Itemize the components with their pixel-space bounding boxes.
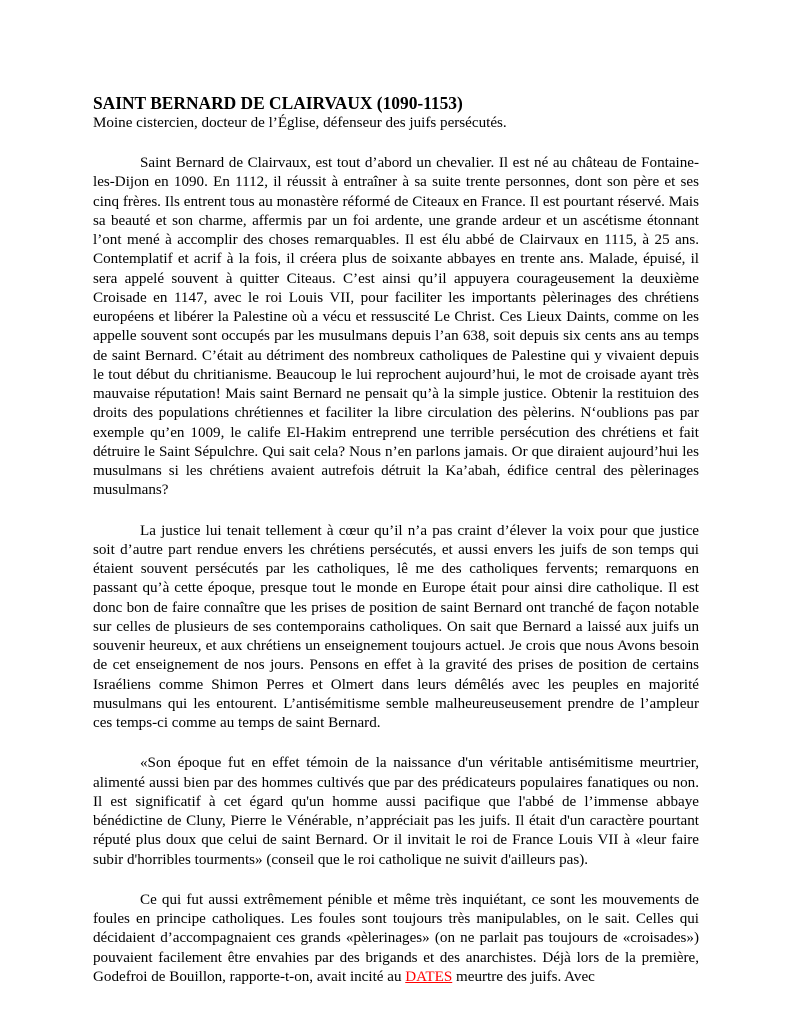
paragraph-4-text-before: Ce qui fut aussi extrêmement pénible et même très inquiétant, ce sont les mouvements de foules en principe catholiques. Les foules sont toujours très manipulables, on le sait. Celles qui décidaient d’accompagnaient ces grands «pèlerinages» (on ne parlait pas toujours de «croisades») pouvaient facilement être envahies par des brigands et des anarchistes. Déjà lors de la première, Godefroi de Bouillon, rapporte-t-on, avait incité au: [93, 891, 699, 985]
dates-link[interactable]: DATES: [405, 968, 453, 985]
paragraph-2: La justice lui tenait tellement à cœur qu’il n’a pas craint d’élever la voix pour que justice soit d’autre part rendue envers les chrétiens persécutés, et aussi envers les juifs de son temps qui étaient souvent persécutés par les catholiques, lê me des catholiques fervents; remarquons en passant qu’à cette époque, presque tout le monde en Europe était pour ainsi dire catholique. Il est donc bon de faire connaître que les prises de position de saint Bernard ont tranché de façon notable sur celles de plusieurs de ses contemporains catholiques. On sait que Bernard a laissé aux juifs un souvenir heureux, et aux chrétiens un enseignement toujours actuel. Je crois que nous Avons besoin de cet enseignement de nos jours. Pensons en effet à la gravité des prises de position de certains Israéliens comme Shimon Perres et Olmert dans leurs démêlés avec les peuples en majorité musulmans qui les entourent. L’antisémitisme semble malheureuseusement prendre de l’ampleur ces temps-ci comme au temps de saint Bernard.: [93, 522, 699, 731]
document-subtitle: Moine cistercien, docteur de l’Église, défenseur des juifs persécutés.: [93, 115, 507, 131]
paragraph-1: Saint Bernard de Clairvaux, est tout d’abord un chevalier. Il est né au château de Fontaine-les-Dijon en 1090. En 1112, il réussit à entraîner à sa suite trente personnes, dont son père et ses cinq frères. Ils entrent tous au monastère réformé de Citeaux en France. Il est pourtant réservé. Mais sa beauté et son charme, affermis par un foi ardente, une grande ardeur et un ascétisme étonnant l’ont mené à accomplir des choses remarquables. Il est élu abbé de Clairvaux en 1115, à 25 ans. Contemplatif et acrif à la fois, il créera plus de soixante abbayes en trente ans. Malade, épuisé, il sera appelé souvent à quitter Citeaus. C’est ainsi qu’il appuyera courageusement la deuxième Croisade en 1147, avec le roi Louis VII, pour faciliter les importants pèlerinages des chrétiens européens et libérer la Palestine où a vécu et ressuscité Le Christ. Ces Lieux Daints, comme on les appelle souvent sont occupés par les musulmans depuis l’an 638, soit depuis six cents ans au temps de saint Bernard. C’était au détriment des nombreux catholiques de Palestine qui y vivaient depuis le tout début du chritianisme. Beaucoup le lui reprochent aujourd’hui, le mot de croisade ayant très mauvaise réputation! Mais saint Bernard ne pensait qu’à la simple justice. Obtenir la restituion des droits des populations chrétiennes et faciliter la libre circulation des pèlerins. N‘oublions pas par exemple qu’en 1009, le calife El-Hakim entreprend une terrible persécution des chrétiens et fait détruire le Saint Sépulchre. Qui sait cela? Nous n’en parlons jamais. Or que diraient aujourd’hui les musulmans si les chrétiens avaient autrefois détruit la Ka’abah, édifice central des pèlerinages musulmans?: [93, 155, 699, 499]
document-page: [93, 93, 699, 1008]
paragraph-3-quote: «Son époque fut en effet témoin de la naissance d'un véritable antisémitisme meurtrier, alimenté aussi bien par des hommes cultivés que par des prédicateurs populaires fanatiques ou non. Il est significatif à cet égard qu'un homme aussi pacifique que l'abbé de l’immense abbaye bénédictine de Cluny, Pierre le Vénérable, n’appréciait pas les juifs. Il était d'un caractère pourtant réputé plus doux que celui de saint Bernard. Or il invitait le roi de France Louis VII à «leur faire subir d'horribles tourments» (conseil que le roi catholique ne suivit d'ailleurs pas).: [93, 755, 699, 868]
paragraph-4-text-after: meurtre des juifs. Avec: [452, 968, 595, 985]
paragraph-4: [93, 891, 699, 987]
document-title: SAINT BERNARD DE CLAIRVAUX (1090-1153): [93, 93, 463, 113]
